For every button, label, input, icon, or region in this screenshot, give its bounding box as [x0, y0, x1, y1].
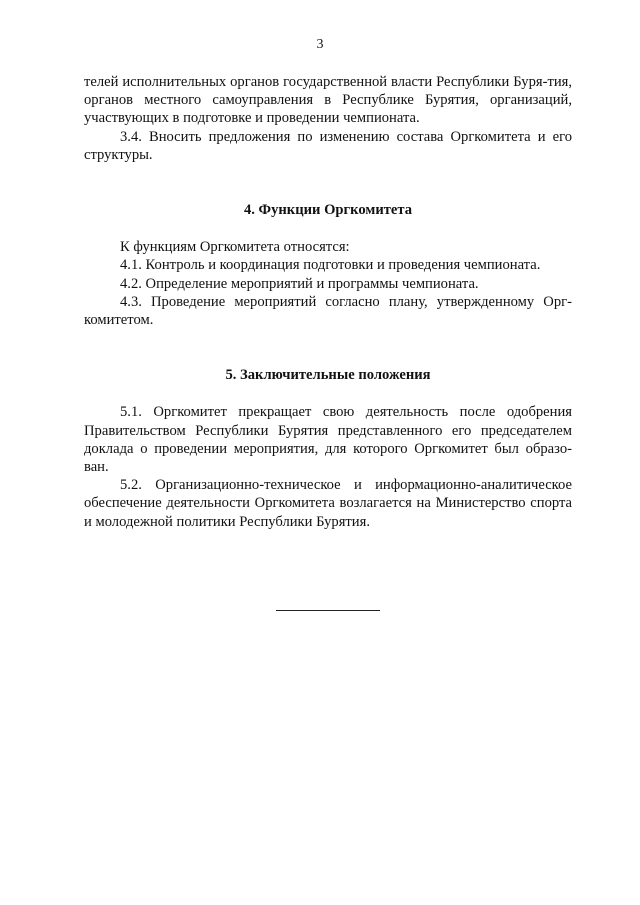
section-4-item-2: 4.2. Определение мероприятий и программы чемпионата.	[120, 275, 479, 292]
section-4-item-1: 4.1. Контроль и координация подготовки и проведения чемпионата.	[120, 257, 541, 274]
section-5-item-2: 5.2. Организационно-техническое и информационно-аналитическое обеспечение деятельности Оргкомитета возлагается на Министерство спорта и молодежной политики Республики Бурятия.	[84, 477, 572, 530]
document-body	[84, 73, 572, 531]
section-5-item-1: 5.1. Оргкомитет прекращает свою деятельность после одобрения Правительством Республики Бурятия представленного его председателем доклада о проведении мероприятия, для которого Оргкомитет был образо-ван.	[84, 404, 572, 476]
intro-paragraph-3-4: 3.4. Вносить предложения по изменению состава Оргкомитета и его структуры.	[84, 128, 572, 163]
section-4-lead: К функциям Оргкомитета относятся:	[120, 239, 350, 256]
section-4-item-3: 4.3. Проведение мероприятий согласно плану, утвержденному Орг-комитетом.	[84, 293, 572, 329]
section-4-heading: 4. Функции Оргкомитета	[243, 202, 413, 219]
page-number: 3	[316, 37, 324, 52]
intro-paragraph-continuation: телей исполнительных органов государственной власти Республики Буря-тия, органов местного самоуправления в Республике Бурятия, организаций, участвующих в подготовке и проведении чемпионата.	[84, 74, 572, 127]
section-5-heading: 5. Заключительные положения	[225, 367, 431, 384]
end-of-document-rule	[276, 610, 380, 611]
